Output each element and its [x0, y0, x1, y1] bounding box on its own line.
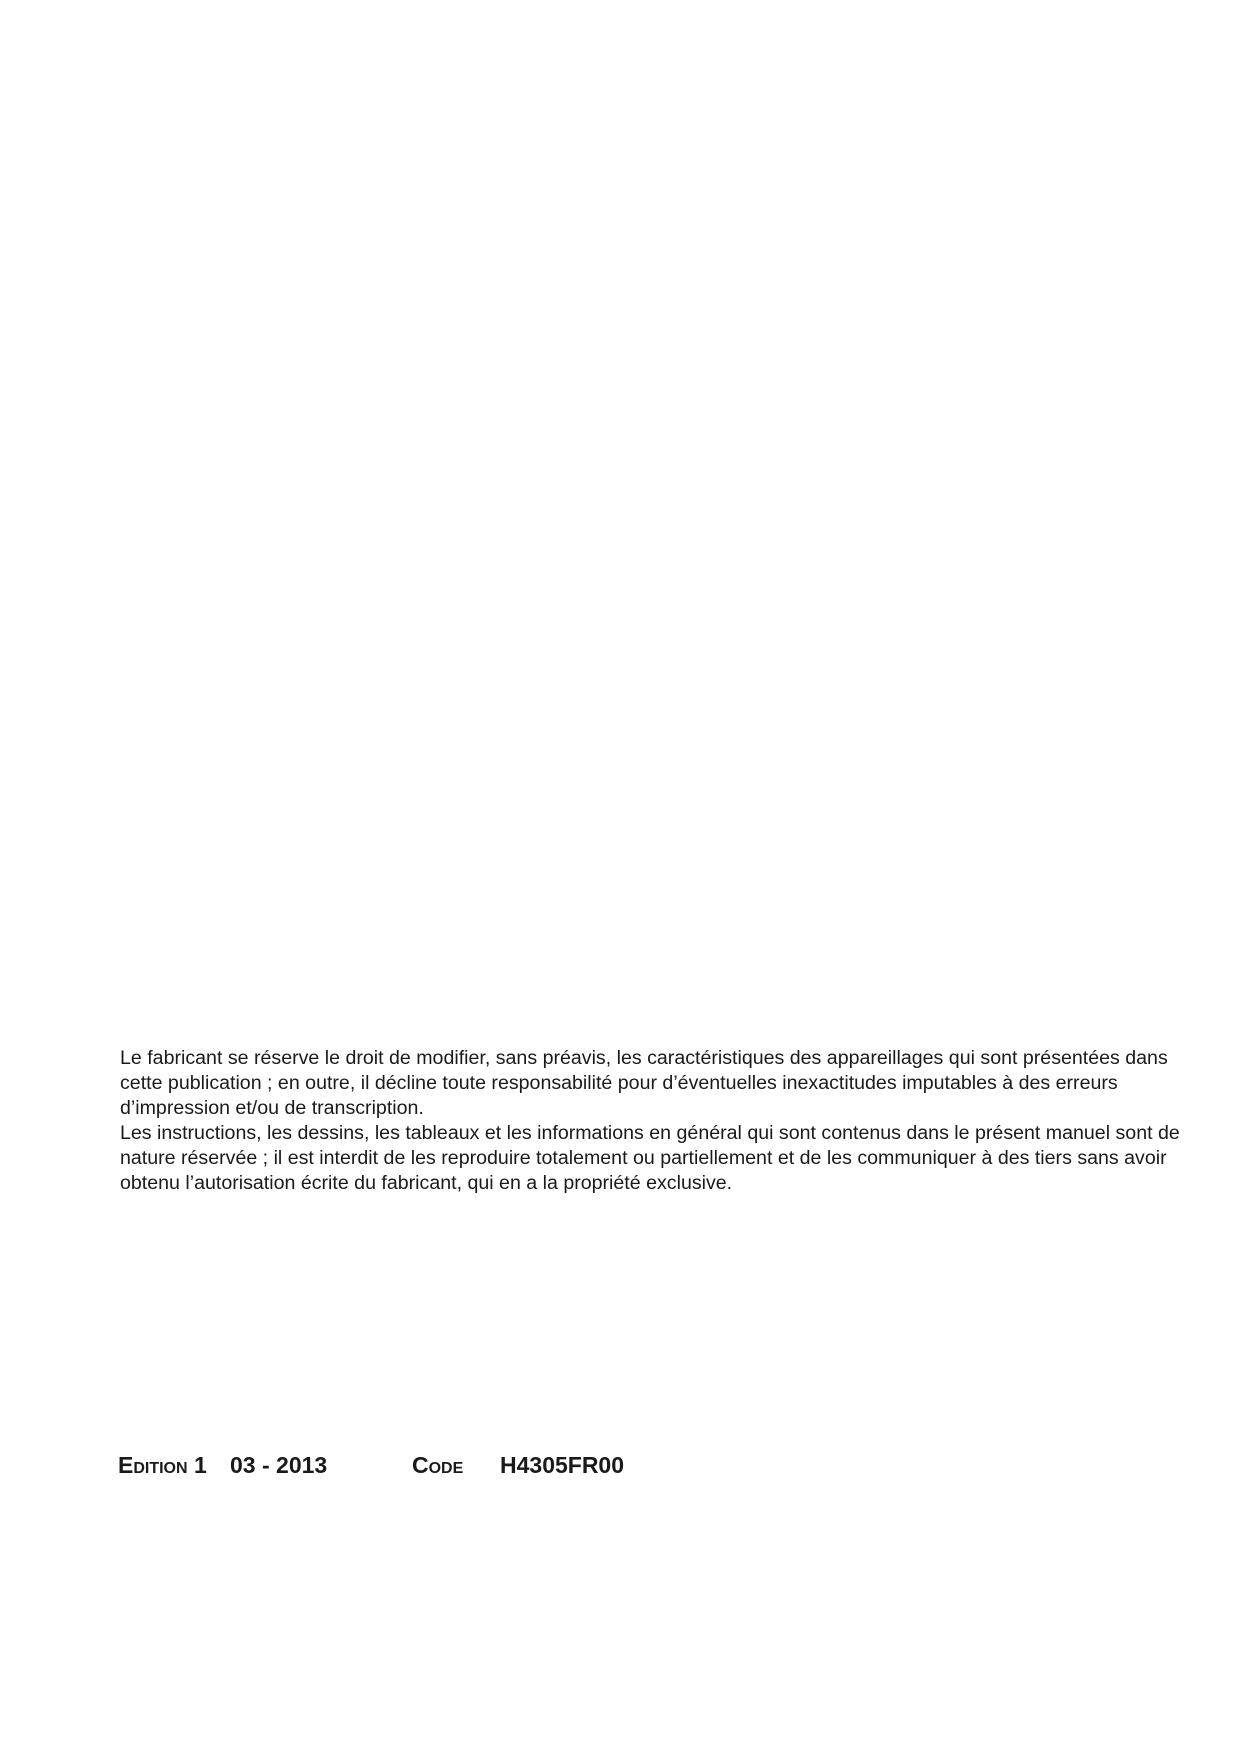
disclaimer-block: [120, 1046, 1180, 1196]
disclaimer-paragraph-2: Les instructions, les dessins, les tableaux et les informations en général qui sont contenus dans le présent manuel sont de nature réservée ; il est interdit de les reproduire totalement ou partiellement et de les communiquer à des tiers sans avoir obtenu l’autorisation écrite du fabricant, qui en a la propriété exclusive.: [120, 1122, 1180, 1194]
document-code: H4305FR00: [500, 1452, 625, 1478]
edition-date: 03 - 2013: [230, 1452, 328, 1478]
code-label: Code: [412, 1452, 464, 1478]
disclaimer-paragraph-1: Le fabricant se réserve le droit de modifier, sans préavis, les caractéristiques des appareillages qui sont présentées dans cette publication ; en outre, il décline toute responsabilité pour d’éventuelles inexactitudes imputables à des erreurs d’impression et/ou de transcription.: [120, 1047, 1168, 1119]
edition-label: Edition 1: [118, 1452, 207, 1478]
